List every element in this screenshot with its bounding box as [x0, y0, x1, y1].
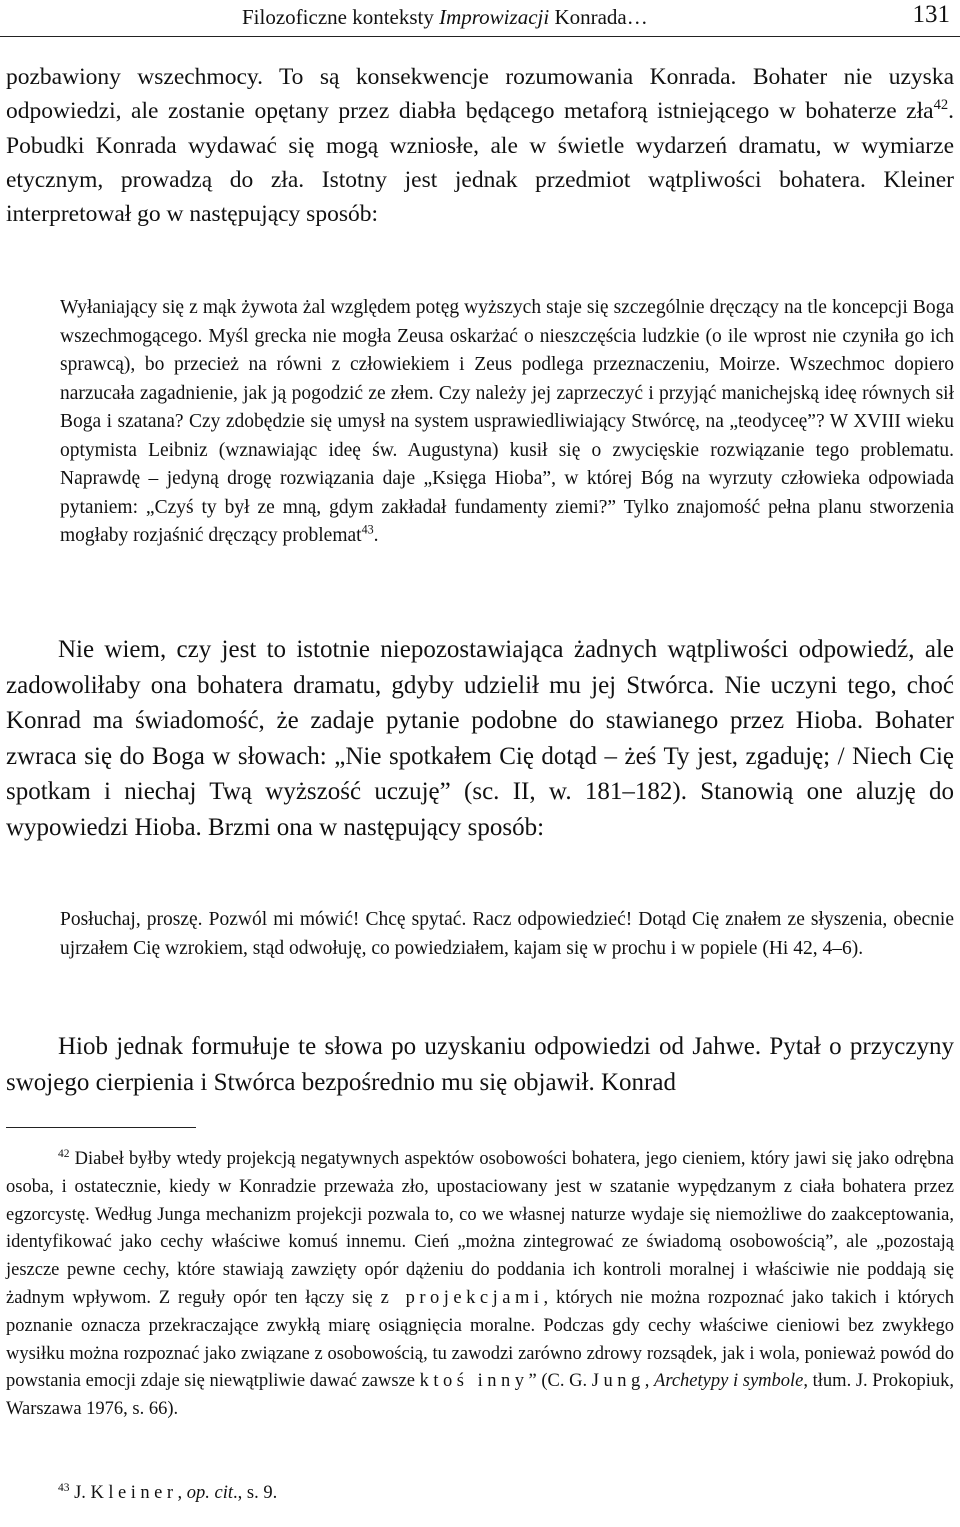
footnote-ref-42[interactable]: 42 — [933, 97, 949, 114]
running-header — [0, 0, 960, 37]
paragraph-3: Hiob jednak formułuje te słowa po uzyskaniu odpowiedzi od Jahwe. Pytał o przyczyny swojego cierpienia i Stwórca bezpośrednio mu się objawił. Konrad — [6, 1033, 954, 1096]
footnote-number-42: 42 — [58, 1147, 70, 1160]
page-number: 131 — [912, 1, 950, 28]
work-title: Improwizacji — [439, 5, 550, 29]
paragraph-2: Nie wiem, czy jest to istotnie niepozostawiająca żadnych wątpliwości odpowiedź, ale zadowoliłaby ona bohatera dramatu, gdyby udzielił mu jej Stwórca. Nie uczyni tego, choć Konrad ma świadomość, że zadaje pytanie podobne do stawianego przez Hioba. Bohater zwraca się do Boga w słowach: „Nie spotkałem Cię dotąd – żeś Ty jest, zgaduję; / Niech Cię spotkam i niechaj Twą wyższość uczuję” (sc. II, w. 181–182). Stanowią one aluzję do wypowiedzi Hioba. Brzmi ona w następujący sposób: — [6, 636, 954, 841]
block-quote-job: Posłuchaj, proszę. Pozwól mi mówić! Chcę spytać. Racz odpowiedzieć! Dotąd Cię znałem ze słyszenia, obecnie ujrzałem Cię wzrokiem, stąd odwołuję, co powiedziałem, kajam się w prochu i w popiele (Hi 42, 4–6). — [60, 909, 954, 959]
footnote-separator — [6, 1127, 196, 1128]
paragraph-1: pozbawiony wszechmocy. To są konsekwencje rozumowania Konrada. Bohater nie uzyska odpowiedzi, ale zostanie opętany przez diabła będącego metaforą istniejącego w bohaterze zła$^{42}$. Pobudki Konrada wydawać się mogą wzniosłe, ale w świetle wydarzeń dramatu, w wymiarze etycznym, prowadzą do zła. Istotny jest jednak przedmiot wątpliwości bohatera. Kleiner interpretował go w następujący sposób: — [6, 64, 954, 228]
block-quote-kleiner: Wyłaniający się z mąk żywota żal względem potęg wyższych staje się szczególnie dręczący na tle koncepcji Boga wszechmogącego. Myśl grecka nie mogła Zeusa oskarżać o nieszczęścia ludzkie (o ile wprost nie czyniła go ich sprawcą), bo przecież na równi z człowiekiem i Zeus podlega przeznaczeniu, Moirze. Wszechmoc dopiero narzucała zagadnienie, jak ją pogodzić ze złem. Czy należy jej zaprzeczyć i przyjąć manichejską ideę równych sił Boga i szatana? Czy zdobędzie się umysł na system usprawiedliwiający Stwórcę, na „teodyceę”? W XVIII wieku optymista Leibniz (wznawiając ideę św. Augustyna) kusił się o zwycięskie rozwiązanie tego problematu. Naprawdę – jedyną drogę rozwiązania daje „Księga Hioba”, w której Bóg na wyrzuty człowieka odpowiada pytaniem: „Czyś ty był ze mną, gdym zakładał fundamenty ziemi?” Tylko znajomość pełna planu stworzenia mogłaby rozjaśnić dręczący problemat$^{43}$. — [60, 297, 954, 546]
running-title: Filozoficzne konteksty Improwizacji Konrada… — [242, 5, 648, 29]
footnote-43: $^{43}$ J. Kleiner, op. cit., s. 9. — [58, 1481, 278, 1503]
footnote-ref-43[interactable]: 43 — [361, 522, 374, 537]
footnote-number-43: 43 — [58, 1481, 70, 1494]
footnote-42: $^{42}$ Diabeł byłby wtedy projekcją negatywnych aspektów osobowości bohatera, jego cieniem, który jawi się jako odrębna osoba, i ostatecznie, kiedy w Konradzie przeważa zło, upostaciowany jest w szatanie wypędzanym z ciała bohatera przez egzorcystę. Według Junga mechanizm projekcji pozwala to, co we własnej naturze wydaje się niemożliwe do zaakceptowania, identyfikować jako cechy właściwe komuś innemu. Cień „można zintegrować ze świadomą osobowością”, ale „pozostają jeszcze pewne cechy, które stawiają zawzięty opór dążeniu do poddania ich kontroli moralnej i właściwie nie poddają się żadnym wpływom. Z reguły opór ten łączy się z projekcjami, których nie można rozpoznać jako takich i których poznanie oznacza przekraczające zwykłą miarę osiągnięcia moralne. Podczas gdy cechy właściwe cieniowi bez zwykłego wysiłku można rozpoznać jako związane z osobowością, tu zawodzi zarówno zdrowy rozsądek, jak i wola, ponieważ powód do powstania emocji zdaje się niewątpliwie dawać zawsze ktoś inny” (C. G. Jung, Archetypy i symbole, tłum. J. Prokopiuk, Warszawa 1976, s. 66). — [6, 1147, 955, 1420]
